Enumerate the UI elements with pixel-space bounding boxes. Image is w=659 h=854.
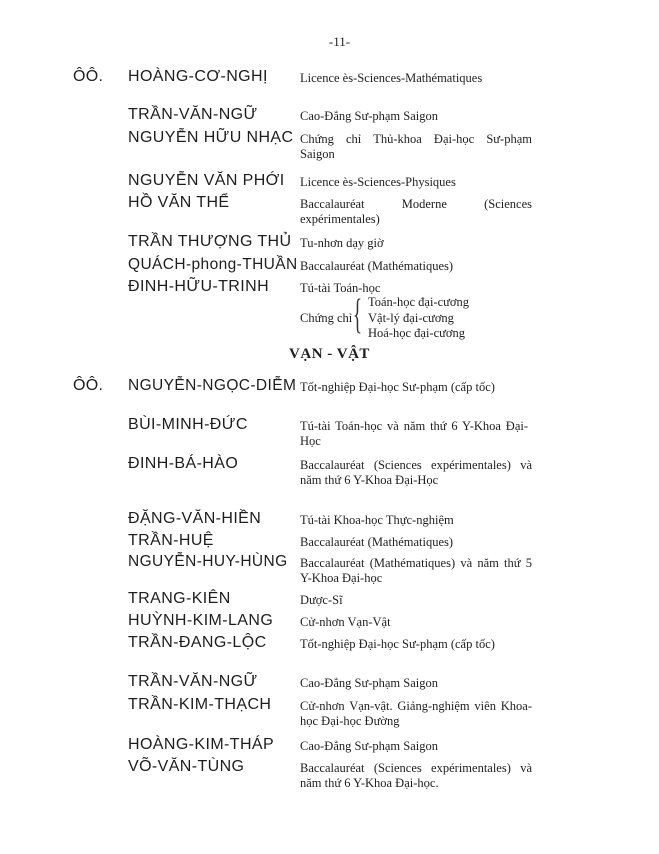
person-name: HUỲNH-KIM-LANG [128, 612, 274, 629]
certificate-item: Hoá-học đại-cương [368, 326, 466, 340]
person-name: ĐINH-HỮU-TRINH [128, 278, 270, 295]
qualification: Licence ès-Sciences-Mathématiques [300, 71, 483, 85]
person-name: VÕ-VĂN-TÙNG [128, 758, 245, 775]
qualification: Cao-Đẳng Sư-phạm Saigon [300, 109, 439, 123]
qualification: Cử-nhơn Vạn-Vật [300, 615, 391, 629]
qualification: Tú-tài Toán-học và năm thứ 6 Y-Khoa Đại-Học [300, 419, 528, 448]
qualification: Chứng chỉ Thủ-khoa Đại-học Sư-phạm Saigon [300, 132, 532, 161]
certificate-item: Vật-lý đại-cương [368, 310, 454, 325]
certificate-block [300, 292, 540, 343]
person-name: TRANG-KIÊN [128, 590, 231, 607]
person-name: ĐẶNG-VĂN-HIỀN [128, 510, 262, 527]
person-name: NGUYỄN VĂN PHỚI [128, 172, 285, 189]
person-name: NGUYỄN-HUY-HÙNG [128, 553, 288, 570]
qualification: Dược-Sĩ [300, 593, 343, 607]
person-name: TRẦN-VĂN-NGỮ [128, 106, 258, 123]
qualification: Baccalauréat (Sciences expérimentales) và năm thứ 6 Y-Khoa Đại-học. [300, 761, 532, 790]
qualification: Baccalauréat (Mathématiques) và năm thứ 5 Y-Khoa Đại-học [300, 556, 532, 585]
qualification: Tu-nhơn dạy giờ [300, 236, 384, 250]
qualification: Baccalauréat (Mathématiques) [300, 259, 454, 273]
qualification: Baccalauréat (Mathématiques) [300, 535, 454, 549]
person-name: QUÁCH-phong-THUẦN [128, 256, 298, 273]
person-name: TRẦN THƯỢNG THỦ [128, 233, 292, 250]
qualification: Licence ès-Sciences-Physiques [300, 175, 456, 189]
person-name: NGUYỄN HỮU NHẠC [128, 129, 294, 146]
certificate-list [368, 295, 469, 342]
person-name: HỒ VĂN THỂ [128, 194, 230, 211]
person-name: HOÀNG-KIM-THÁP [128, 736, 275, 753]
person-name: BÙI-MINH-ĐỨC [128, 416, 248, 433]
person-name: HOÀNG-CƠ-NGHỊ [128, 68, 268, 85]
qualification: Tú-tài Khoa-học Thực-nghiệm [300, 513, 454, 527]
honorific-prefix: ÔÔ. [73, 377, 104, 394]
qualification: Cao-Đẳng Sư-phạm Saigon [300, 676, 439, 690]
person-name: TRẦN-VĂN-NGỮ [128, 673, 258, 690]
honorific-prefix: ÔÔ. [73, 68, 104, 85]
qualification: Baccalauréat (Sciences expérimentales) và năm thứ 6 Y-Khoa Đại-Học [300, 458, 532, 487]
person-name: TRẦN-ĐANG-LỘC [128, 634, 267, 651]
qualification: Baccalauréat Moderne (Sciences expérimentales) [300, 197, 532, 226]
qualification: Cử-nhơn Vạn-vật. Giảng-nghiệm viên Khoa-học Đại-học Đường [300, 699, 532, 728]
person-name: NGUYỄN-NGỌC-DIỄM [128, 377, 297, 394]
person-name: TRẦN-KIM-THẠCH [128, 696, 272, 713]
certificate-item: Toán-học đại-cương [368, 295, 470, 309]
qualification: Cao-Đẳng Sư-phạm Saigon [300, 739, 439, 753]
brace-icon: { [353, 292, 363, 338]
qualification: Tốt-nghiệp Đại-học Sư-phạm (cấp tốc) [300, 637, 495, 651]
person-name: ĐINH-BÁ-HÀO [128, 455, 239, 472]
qualification: Tú-tài Toán-học [300, 281, 381, 295]
page-number: -11- [328, 34, 351, 49]
qualification: Tốt-nghiệp Đại-học Sư-phạm (cấp tốc) [300, 380, 495, 394]
person-name: TRẦN-HUỆ [128, 532, 214, 549]
certificate-label: Chứng chỉ [300, 311, 353, 325]
section-heading: VẠN - VẬT [289, 346, 370, 362]
